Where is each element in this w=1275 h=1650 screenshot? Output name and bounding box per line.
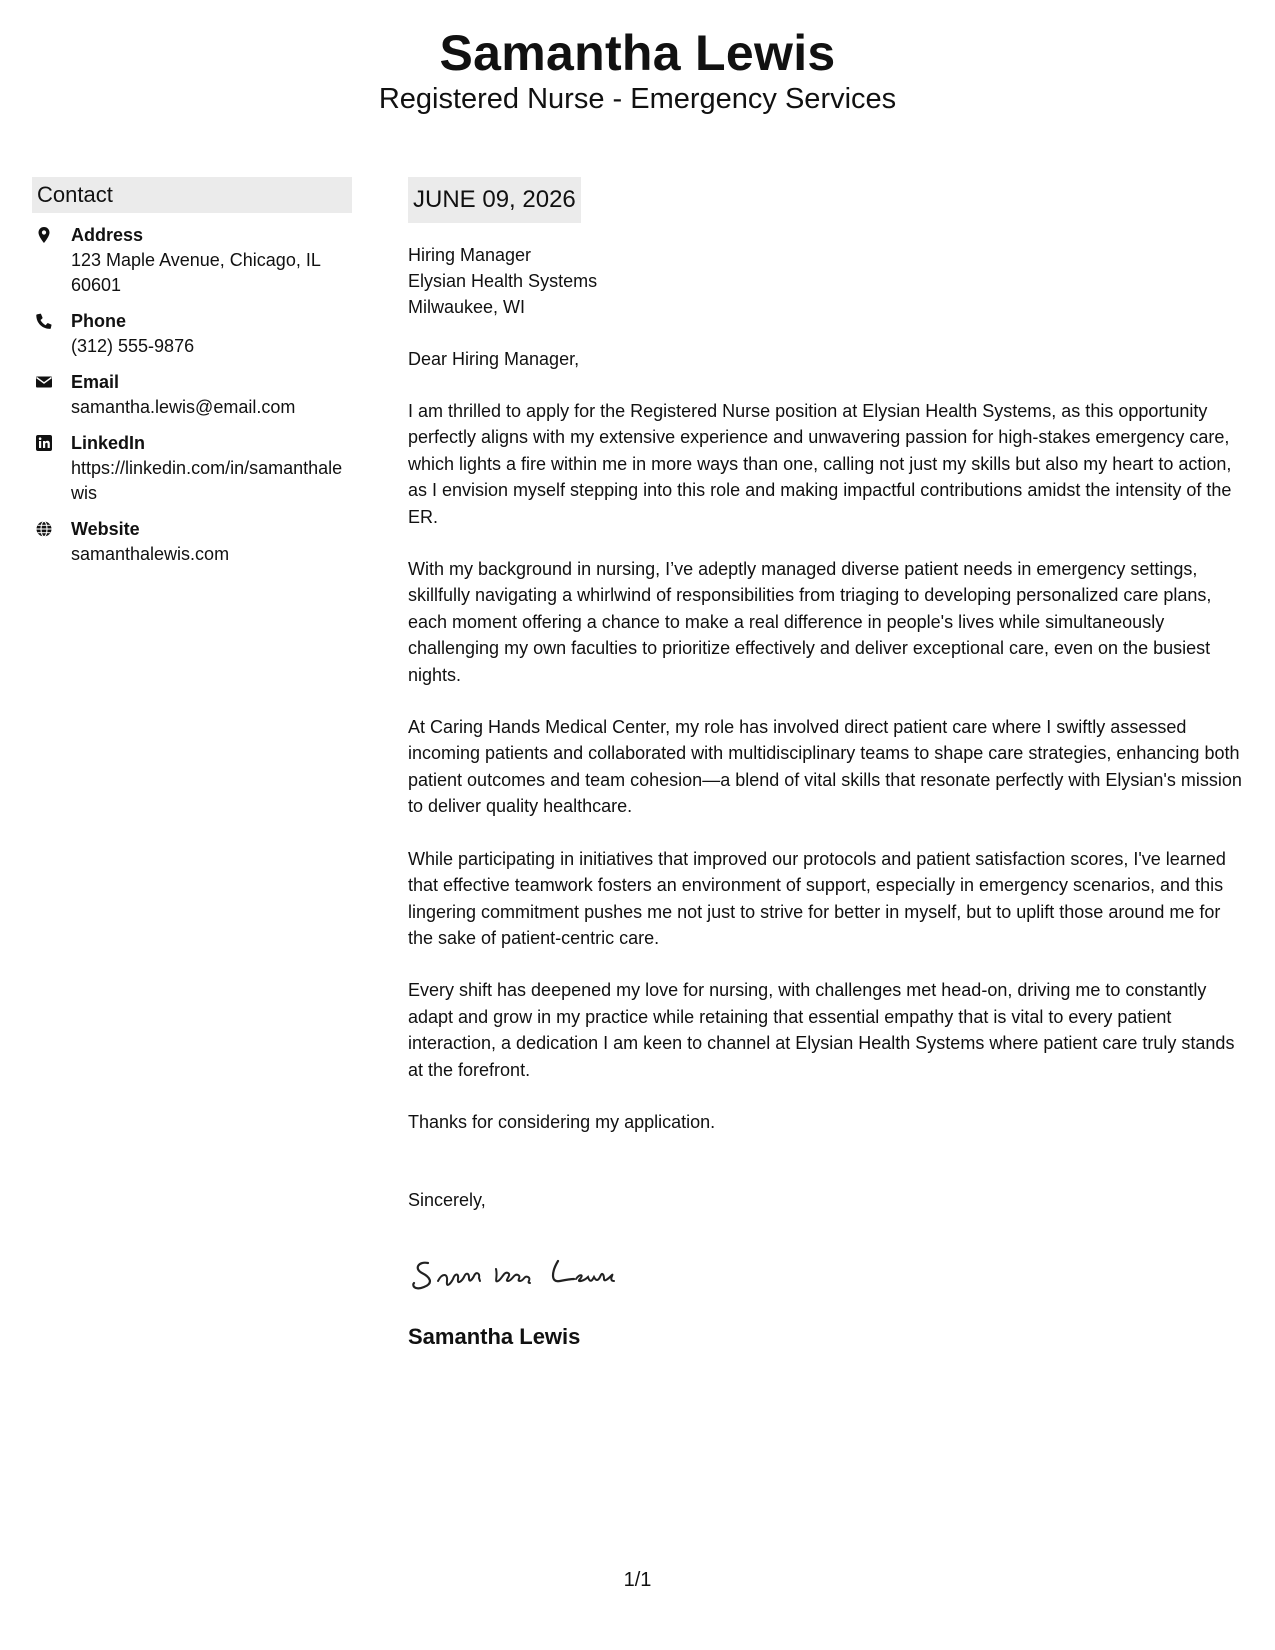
contact-item-website <box>32 517 352 567</box>
closing: Sincerely, <box>408 1190 486 1211</box>
contact-value: (312) 555-9876 <box>71 336 195 356</box>
salutation: Dear Hiring Manager, <box>408 349 580 369</box>
body-paragraph: While participating in initiatives that improved our protocols and patient satisfaction scores, I've learned that effective teamwork fosters an environment of support, especially in emergency scenarios, and this lingering commitment pushes me not just to strive for better in myself, but to uplift those around me for the sake of patient-centric care. <box>408 848 1226 948</box>
contact-value: 123 Maple Avenue, Chicago, IL 60601 <box>71 250 321 295</box>
recipient-line: Hiring Manager <box>408 245 532 265</box>
globe-icon <box>35 520 53 538</box>
contact-label: Email <box>71 372 120 392</box>
recipient-block <box>408 242 1246 320</box>
body-paragraph: With my background in nursing, I’ve adeptly managed diverse patient needs in emergency settings, skillfully navigating a whirlwind of responsibilities from triaging to developing personalized care plans, each moment offering a chance to make a real difference in people's lives while simultaneously challenging my own faculties to prioritize effectively and deliver exceptional care, even on the busiest nights. <box>408 559 1212 685</box>
handwritten-signature <box>408 1241 668 1301</box>
contact-value: https://linkedin.com/in/samanthalewis <box>71 458 343 503</box>
signer-name: Samantha Lewis <box>408 1324 581 1350</box>
page-number: 1/1 <box>623 1569 652 1591</box>
body-paragraph: Thanks for considering my application. <box>408 1111 716 1132</box>
applicant-role: Registered Nurse - Emergency Services <box>378 83 897 115</box>
body-paragraph: Every shift has deepened my love for nursing, with challenges met head-on, driving me to constantly adapt and grow in my practice while retaining that essential empathy that is vital to every patient interaction, a dedication I am keen to channel at Elysian Health Systems where patient care truly stands at the forefront. <box>408 980 1235 1080</box>
body-paragraph: At Caring Hands Medical Center, my role has involved direct patient care where I swiftly assessed incoming patients and collaborated with multidisciplinary teams to shape care strategies, enhancing both patient outcomes and team cohesion—a blend of vital skills that resonate perfectly with Elysian's mission to deliver quality healthcare. <box>408 717 1242 817</box>
recipient-line: Elysian Health Systems <box>408 271 598 291</box>
letter-header <box>0 24 1275 116</box>
body-paragraph: I am thrilled to apply for the Registered Nurse position at Elysian Health Systems, as this opportunity perfectly aligns with my extensive experience and unwavering passion for high-stakes emergency care, which lights a fire within me in more ways than one, calling not just my skills but also my heart to action, as I envision myself stepping into this role and making impactful contributions amidst the intensity of the ER. <box>408 401 1232 527</box>
contact-item-email <box>32 370 352 420</box>
contact-value: samantha.lewis@email.com <box>71 397 296 417</box>
contact-label: LinkedIn <box>71 433 146 453</box>
linkedin-icon <box>35 434 53 452</box>
contact-section-title: Contact <box>32 177 352 213</box>
contact-item-linkedin <box>32 431 352 506</box>
contact-label: Address <box>71 225 144 245</box>
map-pin-icon <box>35 226 53 244</box>
contact-label: Website <box>71 519 140 539</box>
applicant-name: Samantha Lewis <box>439 25 836 81</box>
letter-date: JUNE 09, 2026 <box>408 177 581 223</box>
contact-item-phone <box>32 309 352 359</box>
contact-value: samanthalewis.com <box>71 544 230 564</box>
envelope-icon <box>35 373 53 391</box>
phone-icon <box>35 312 53 330</box>
contact-label: Phone <box>71 311 127 331</box>
contact-sidebar <box>32 177 352 578</box>
contact-item-address <box>32 223 352 298</box>
letter-body <box>408 177 1246 1352</box>
recipient-line: Milwaukee, WI <box>408 297 526 317</box>
